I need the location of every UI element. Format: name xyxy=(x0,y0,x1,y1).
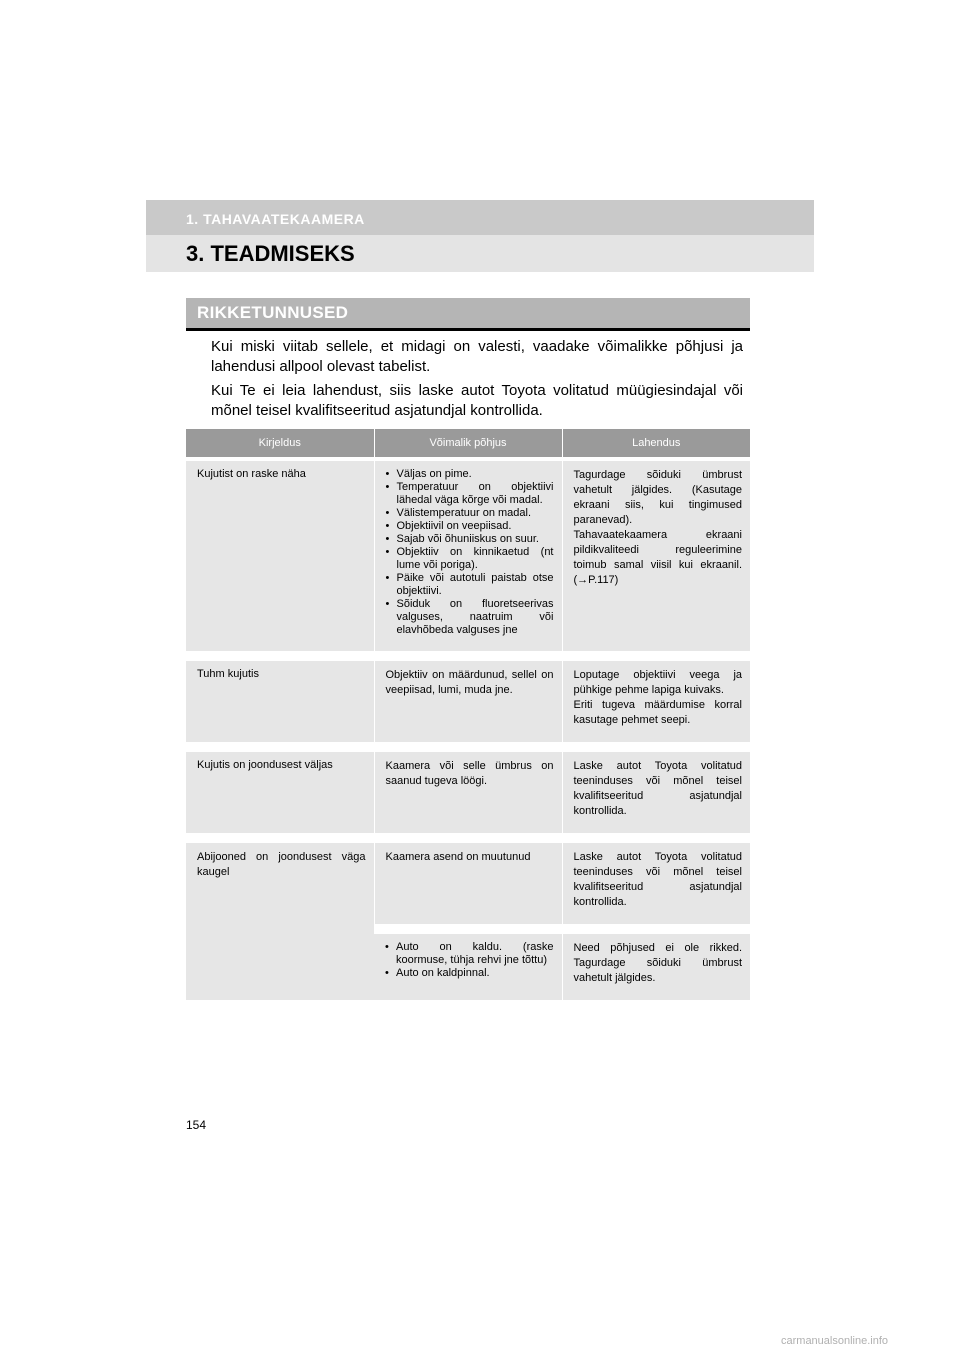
cause-list xyxy=(386,468,554,637)
table-row xyxy=(186,459,750,656)
cause-cell: Objektiiv on määrdunud, sellel on veepiisad, lumi, muda jne. xyxy=(374,656,562,747)
description-cell: Kujutis on joondusest väljas xyxy=(186,747,374,838)
column-header: Kirjeldus xyxy=(186,429,374,459)
solution-text: Eriti tugeva määrdumise korral kasutage pehmet seepi. xyxy=(573,699,742,726)
list-item: • Auto on kaldpinnal. xyxy=(385,967,554,980)
table-row xyxy=(186,838,750,929)
list-item: • Välistemperatuur on madal. xyxy=(386,507,554,520)
solution-cell xyxy=(562,459,750,656)
cause-cell: Kaamera asend on muutunud xyxy=(374,838,562,929)
cause-cell: Kaamera või selle ümbrus on saanud tugeva löögi. xyxy=(374,747,562,838)
page-number: 154 xyxy=(186,1118,207,1132)
solution-cell xyxy=(562,656,750,747)
list-item: • Sajab või õhuniiskus on suur. xyxy=(386,533,554,546)
description-cell: Kujutist on raske näha xyxy=(186,459,374,656)
intro-paragraph-1: Kui miski viitab sellele, et midagi on valesti, vaadake võimalikke põhjusi ja lahendusi allpool olevast tabelist. xyxy=(211,338,743,375)
solution-text: Tagurdage sõiduki ümbrust vahetult jälgides. (Kasutage ekraani siis, kui tingimused paranevad). xyxy=(573,469,742,526)
troubleshooting-table xyxy=(186,429,750,1000)
table-row xyxy=(186,747,750,838)
subsection-bar xyxy=(186,298,750,331)
list-item: • Päike või autotuli paistab otse objektiivi. xyxy=(386,572,554,598)
column-header: Võimalik põhjus xyxy=(374,429,562,459)
solution-text: Loputage objektiivi veega ja pühkige pehme lapiga kuivaks. xyxy=(573,669,742,696)
list-item: • Väljas on pime. xyxy=(386,468,554,481)
list-item: • Objektiivil on veepiisad. xyxy=(386,520,554,533)
cause-list xyxy=(385,941,554,980)
table-header-row xyxy=(186,429,750,459)
list-item: • Auto on kaldu. (raske koormuse, tühja rehvi jne tõttu) xyxy=(385,941,554,967)
intro-paragraph-2: Kui Te ei leia lahendust, siis laske autot Toyota volitatud müügiesindajal või mõnel teisel kvalifitseeritud asjatundjal kontrollida. xyxy=(211,382,743,419)
solution-cell: Need põhjused ei ole rikked. Tagurdage sõiduki ümbrust vahetult jälgides. xyxy=(562,929,750,1000)
section-header xyxy=(146,235,814,272)
cause-cell xyxy=(374,929,562,1000)
chapter-title: 1. TAHAVAATEKAAMERA xyxy=(186,211,365,227)
solution-cell: Laske autot Toyota volitatud teeninduses või mõnel teisel kvalifitseeritud asjatundjal kontrollida. xyxy=(562,838,750,929)
solution-text: Tahavaatekaamera ekraani pildikvaliteedi reguleerimine toimub samal viisil kui ekraanil. (→P.117) xyxy=(573,529,742,586)
list-item: • Temperatuur on objektiivi lähedal väga kõrge või madal. xyxy=(386,481,554,507)
subsection-title: RIKKETUNNUSED xyxy=(197,303,349,322)
description-cell: Tuhm kujutis xyxy=(186,656,374,747)
chapter-header xyxy=(146,200,814,235)
page-title: 3. TEADMISEKS xyxy=(186,241,355,266)
list-item: • Objektiiv on kinnikaetud (nt lume või poriga). xyxy=(386,546,554,572)
description-cell: Abijooned on joondusest väga kaugel xyxy=(186,838,374,1000)
list-item: • Sõiduk on fluoretseerivas valguses, naatruim või elavhõbeda valguses jne xyxy=(386,598,554,637)
solution-cell: Laske autot Toyota volitatud teeninduses või mõnel teisel kvalifitseeritud asjatundjal kontrollida. xyxy=(562,747,750,838)
column-header: Lahendus xyxy=(562,429,750,459)
watermark: carmanualsonline.info xyxy=(781,1335,889,1347)
cause-cell xyxy=(374,459,562,656)
table-row xyxy=(186,656,750,747)
